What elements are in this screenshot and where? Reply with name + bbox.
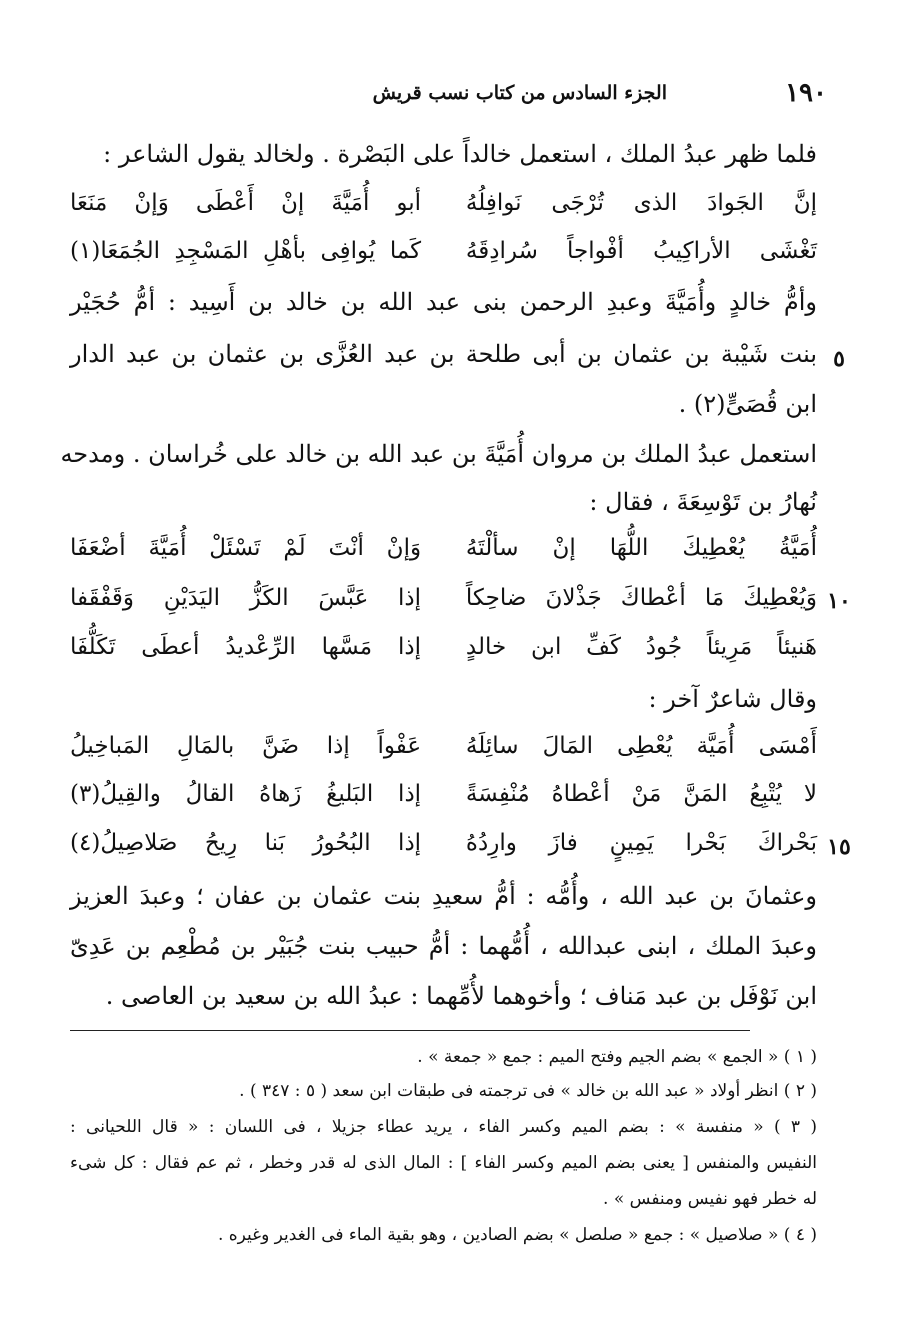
prose-line: بنت شَيْبة بن عثمان بن أبى طلحة بن عبد العُزَّى بن عثمان بن عبد الدار	[70, 340, 818, 368]
verse-hemistich-first: لا يُتْبِعُ المَنَّ مَنْ أعْطاهُ مُنْفِسَةً	[465, 781, 817, 807]
verse-line	[70, 238, 817, 276]
verse-hemistich-first: أَمْسَى أُمَيَّة يُعْطِى المَالَ سائِلَهُ	[465, 733, 817, 759]
line-number: ١٠	[827, 588, 851, 614]
verse-hemistich-second: وَإنْ أنْتَ لَمْ تَسْئَلْ أُمَيَّةَ أضْعَفَا	[70, 535, 422, 561]
prose-line: استعمل عبدُ الملك بن مروان أُمَيَّةَ بن عبد الله بن خالد على خُراسان . ومدحه	[60, 440, 817, 468]
footnote: ( ٣ ) « منفسة » : بضم الميم وكسر الفاء ، يريد عطاء جزيلا ، فى اللسان : « قال اللحيانى :	[70, 1117, 817, 1137]
prose-line: وقال شاعرٌ آخر :	[648, 685, 817, 713]
footnote: ( ٤ ) « صلاصيل » : جمع « صلصل » بضم الصادين ، وهو بقية الماء فى الغدير وغيره .	[217, 1225, 817, 1245]
verse-line	[70, 535, 817, 573]
footnote-separator	[70, 1030, 750, 1031]
verse-hemistich-first: هَنيئاً مَرِيئاً جُودُ كَفِّ ابن خالدٍ	[465, 634, 817, 660]
page-header	[60, 78, 827, 118]
verse-hemistich-first: وَيُعْطِيكَ مَا أعْطاكَ جَذْلانَ ضاحِكاً	[465, 585, 817, 611]
verse-hemistich-first: أُمَيَّةُ يُعْطِيكَ اللُّهَا إنْ سألْتَهُ	[465, 535, 817, 561]
prose-line: ابن قُصَىٍّ(٢) .	[678, 390, 817, 418]
line-number: ٥	[833, 346, 845, 372]
prose-line: وعثمانَ بن عبد الله ، وأُمُّه : أمُّ سعيدِ بنت عثمان بن عفان ؛ وعبدَ العزيز	[70, 882, 817, 910]
verse-line	[70, 733, 817, 771]
prose-line: وعبدَ الملك ، ابنى عبدالله ، أُمُّهما : أمُّ حبيب بنت جُبَيْر بن مُطْعِم بن عَدِىّ	[70, 932, 817, 960]
verse-hemistich-second: أبو أُمَيَّةَ إنْ أَعْطَى وَإنْ مَنَعَا	[70, 190, 422, 216]
running-title: الجزء السادس من كتاب نسب قريش	[372, 82, 667, 104]
verse-hemistich-first: بَحْراكَ بَحْرا يَمِينٍ فازَ وارِدُهُ	[465, 830, 817, 856]
verse-hemistich-second: إذا البَليغُ زَهاهُ القالُ والقِيلُ(٣)	[70, 781, 422, 807]
footnote: ( ١ ) « الجمع » بضم الجيم وفتح الميم : جمع « جمعة » .	[417, 1047, 817, 1067]
verse-hemistich-second: عَفْواً إذا ضَنَّ بالمَالِ المَباخِيلُ	[70, 733, 422, 759]
verse-line	[70, 830, 817, 868]
verse-hemistich-first: تَغْشَى الأراكِيبُ أفْواجاً سُرادِقَهُ	[465, 238, 817, 264]
verse-line	[70, 634, 817, 672]
verse-line	[70, 190, 817, 228]
verse-line	[70, 781, 817, 819]
footnote-continuation: النفيس والمنفس [ يعنى بضم الميم وكسر الفاء ] : المال الذى له قدر وخطر ، ثم عم فقال : كل شىء	[70, 1153, 817, 1173]
verse-hemistich-second: إذا مَسَّها الرِّعْديدُ أعطَى تَكَلُّفَا	[70, 634, 422, 660]
page-number: ١٩٠	[785, 78, 827, 108]
verse-hemistich-second: كَما يُوافِى بأهْلِ المَسْجِدِ الجُمَعَا(١)	[70, 238, 422, 264]
prose-line: وأمُّ خالدٍ وأُمَيَّةَ وعبدِ الرحمن بنى عبد الله بن خالد بن أَسِيد : أمُّ حُجَيْر	[70, 288, 817, 316]
footnote-continuation: له خطر فهو نفيس ومنفس » .	[603, 1189, 817, 1209]
prose-line: فلما ظهر عبدُ الملك ، استعمل خالداً على البَصْرة . ولخالد يقول الشاعر :	[103, 140, 817, 168]
prose-line: ابن نَوْفَل بن عبد مَناف ؛ وأخوهما لأُمِّهما : عبدُ الله بن سعيد بن العاصى .	[105, 982, 817, 1010]
verse-hemistich-second: إذا عَبَّسَ الكَزُّ اليَدَيْنِ وَقَفْقَفا	[70, 585, 422, 611]
prose-line: نُهارُ بن تَوْسِعَةَ ، فقال :	[589, 488, 817, 516]
line-number: ١٥	[827, 834, 851, 860]
footnote: ( ٢ ) انظر أولاد « عبد الله بن خالد » فى ترجمته فى طبقات ابن سعد ( ٥ : ٣٤٧ ) .	[239, 1081, 817, 1101]
verse-hemistich-second: إذا البُحُورُ بَنا رِيحُ صَلاصِيلُ(٤)	[70, 830, 422, 856]
verse-line	[70, 585, 817, 623]
verse-hemistich-first: إنَّ الجَوادَ الذى تُرْجَى نَوافِلُهُ	[465, 190, 817, 216]
